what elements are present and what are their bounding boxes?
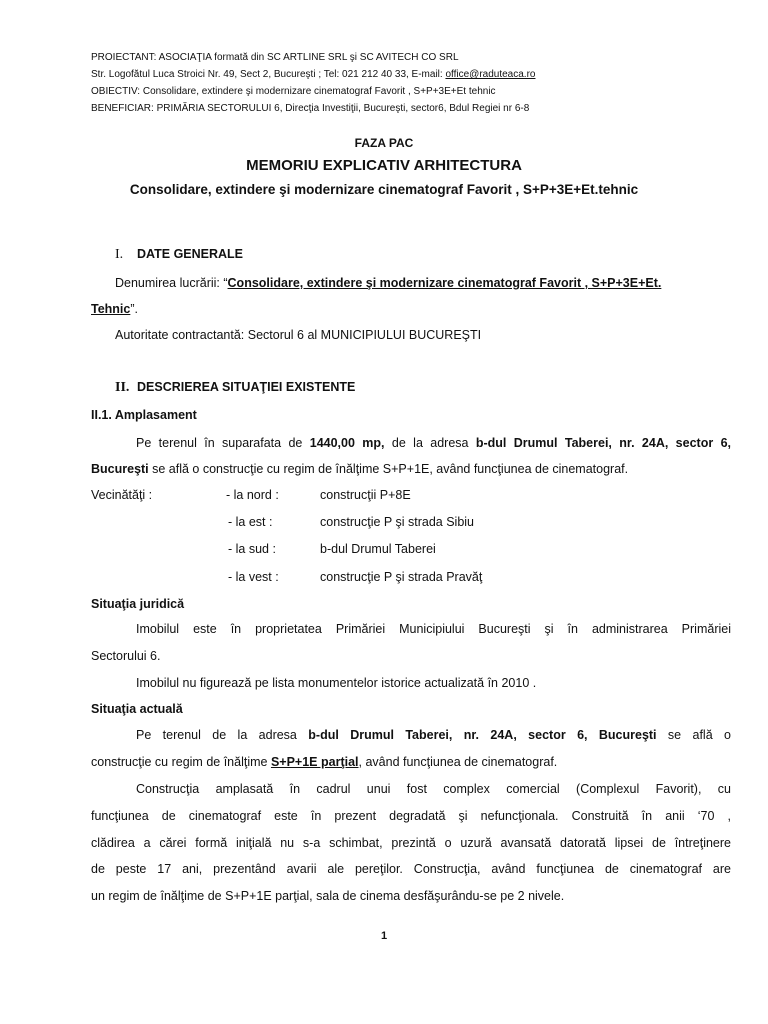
actuala-paragraph-line-1 bbox=[136, 726, 731, 744]
vecinatate-dir-nord: - la nord : bbox=[226, 488, 279, 502]
situatia-juridica-title: Situaţia juridică bbox=[91, 597, 185, 611]
section-2-heading bbox=[115, 378, 355, 397]
act-text-c: se află o bbox=[656, 728, 731, 742]
juridica-paragraph-2: Imobilul nu figurează pe lista monumentelor istorice actualizată în 2010 . bbox=[136, 676, 537, 690]
section-2-number: II. bbox=[115, 380, 130, 395]
vecinatate-val-est: construcţie P şi strada Sibiu bbox=[320, 515, 475, 529]
vecinatate-val-vest: construcţie P şi strada Pravăţ bbox=[320, 570, 483, 584]
denumire-line bbox=[115, 274, 661, 292]
email-link[interactable]: office@raduteaca.ro bbox=[445, 69, 536, 80]
actuala-paragraph-2-line-3: clădirea a cărei formă iniţială nu s-a schimbat, prezintă o uzură avansată datorată lipsei de întreţinere bbox=[91, 836, 731, 850]
p1-address: b-dul Drumul Taberei, nr. 24A, sector 6, bbox=[475, 436, 731, 450]
header-address bbox=[91, 67, 731, 83]
act-text-a: Pe terenul de la adresa bbox=[136, 728, 309, 742]
header-designer: PROIECTANT: ASOCIAŢIA formată din SC ARTLINE SRL şi SC AVITECH CO SRL bbox=[91, 52, 459, 63]
vecinatate-val-sud: b-dul Drumul Taberei bbox=[320, 542, 436, 556]
p1-area: 1440,00 mp, bbox=[309, 436, 385, 450]
autoritate-label: Autoritate contractantă bbox=[115, 328, 241, 342]
vecinatate-dir-sud: - la sud : bbox=[228, 542, 276, 556]
header-beneficiary: BENEFICIAR: PRIMĂRIA SECTORULUI 6, Direcţia Investiţii, Bucureşti, sector6, Bdul Regiei nr 6-8 bbox=[91, 103, 530, 114]
juridica-paragraph-line-1: Imobilul este în proprietatea Primăriei Municipiului Bucureşti şi în administrarea Primăriei bbox=[136, 622, 731, 636]
vecinatati-label: Vecinătăţi : bbox=[91, 488, 153, 502]
header-address-text: Str. Logofătul Luca Stroici Nr. 49, Sect 2, Bucureşti ; Tel: 021 212 40 33, E-mail: bbox=[91, 69, 446, 80]
header-objective: OBIECTIV: Consolidare, extindere şi modernizare cinematograf Favorit , S+P+3E+Et tehnic bbox=[91, 86, 496, 97]
act-regime: S+P+1E parţial bbox=[270, 755, 359, 769]
section-1-title: DATE GENERALE bbox=[137, 247, 244, 261]
denumire-value: Consolidare, extindere şi modernizare cinematograf Favorit , S+P+3E+Et. bbox=[227, 276, 662, 290]
subsection-amplasament: II.1. Amplasament bbox=[91, 408, 197, 422]
situatia-actuala-title: Situaţia actuală bbox=[91, 702, 183, 716]
vecinatate-dir-vest: - la vest : bbox=[228, 570, 279, 584]
main-title: MEMORIU EXPLICATIV ARHITECTURA bbox=[246, 157, 522, 174]
act-text-f: , având funcţiunea de cinematograf. bbox=[358, 755, 558, 769]
denumire-close: ”. bbox=[130, 302, 138, 316]
p1-city: Bucureşti bbox=[91, 462, 149, 476]
actuala-paragraph-2-line-2: funcţiunea de cinematograf este în prezent degradată şi nefuncţionala. Construită în anii ‘70 , bbox=[91, 809, 731, 823]
autoritate-value: : Sectorul 6 al MUNICIPIULUI BUCUREŞTI bbox=[240, 328, 482, 342]
sub-title: Consolidare, extindere şi modernizare cinematograf Favorit , S+P+3E+Et.tehnic bbox=[129, 182, 639, 197]
section-1-number: I. bbox=[115, 247, 124, 262]
denumire-line-2 bbox=[91, 300, 138, 318]
section-2-title: DESCRIEREA SITUAŢIEI EXISTENTE bbox=[137, 380, 356, 394]
p1-text-f: se află o construcţie cu regim de înălţime S+P+1E, având funcţiunea de cinematograf. bbox=[148, 462, 629, 476]
amplasament-paragraph-line-2 bbox=[91, 460, 628, 478]
denumire-label: Denumirea lucrării: “ bbox=[115, 276, 228, 290]
actuala-paragraph-2-line-5: un regim de înălţime de S+P+1E parţial, sala de cinema desfăşurându-se pe 2 nivele. bbox=[91, 889, 565, 903]
actuala-paragraph-2-line-4: de peste 17 ani, prezentând avarii ale pereţilor. Construcţia, având funcţiunea de cinematograf are bbox=[91, 862, 731, 876]
vecinatate-val-nord: construcţii P+8E bbox=[320, 488, 411, 502]
faza-title: FAZA PAC bbox=[354, 136, 414, 150]
vecinatate-dir-est: - la est : bbox=[228, 515, 273, 529]
actuala-paragraph-line-2 bbox=[91, 753, 557, 771]
p1-text-c: de la adresa bbox=[384, 436, 476, 450]
page-number: 1 bbox=[380, 930, 388, 942]
juridica-paragraph-line-2: Sectorului 6. bbox=[91, 649, 161, 663]
section-1-heading bbox=[115, 245, 243, 264]
act-text-d: construcţie cu regim de înălţime bbox=[91, 755, 271, 769]
p1-text-a: Pe terenul în suparafata de bbox=[136, 436, 310, 450]
amplasament-paragraph-line-1 bbox=[136, 434, 731, 452]
denumire-value-end: Tehnic bbox=[91, 302, 131, 316]
autoritate-line bbox=[115, 326, 481, 344]
actuala-paragraph-2-line-1: Construcţia amplasată în cadrul unui fost complex comercial (Complexul Favorit), cu bbox=[136, 782, 731, 796]
act-address: b-dul Drumul Taberei, nr. 24A, sector 6, Bucureşti bbox=[308, 728, 657, 742]
